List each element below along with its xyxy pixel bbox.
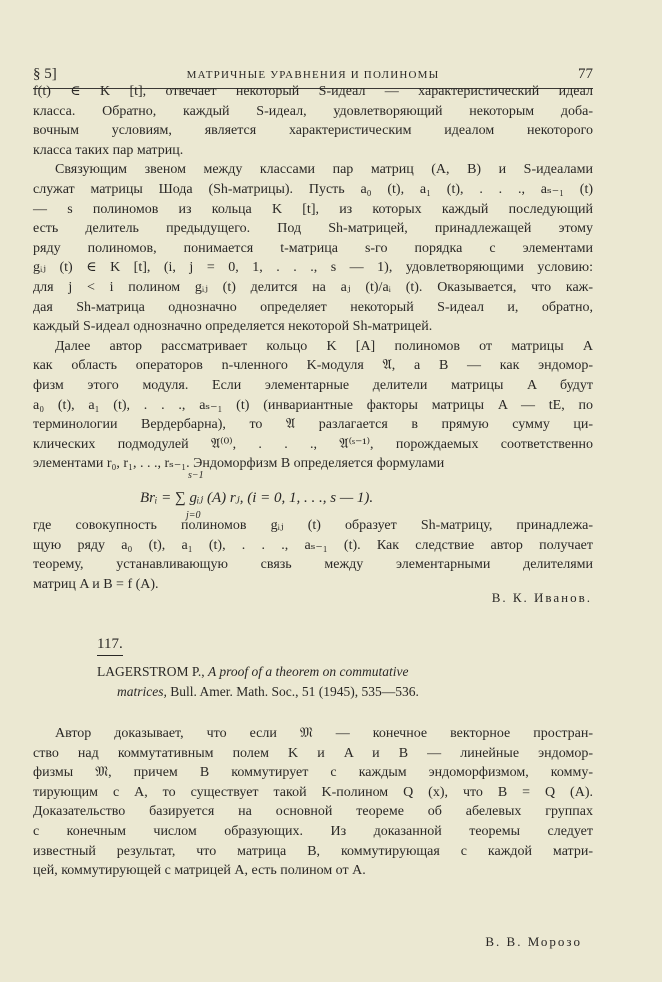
text-line: тирующим с A, то существует такой K-полином Q (x), что B = Q (A). — [33, 784, 593, 800]
text-line: — s полиномов из кольца K [t], из которых каждый последующий — [33, 201, 593, 217]
text-line: вочным условиям, является характеристическим идеалом некоторого — [33, 123, 593, 139]
text-line: Связующим звеном между классами пар матриц (A, B) и S-идеалами — [55, 162, 593, 178]
text-line: как область операторов n-членного K-модуля 𝔄, а B — как эндомор- — [33, 358, 593, 374]
ref-author: LAGERSTROM P., — [97, 664, 205, 679]
text-line: терминологии Вердербарна), то 𝔄 разлагается в прямую сумму ци- — [33, 417, 593, 433]
text-line: ряду полиномов, понимается t-матрица s-го порядка с элементами — [33, 240, 593, 256]
review-1-body — [33, 82, 593, 474]
text-line: цей, коммутирующей с матрицей A, есть полином от A. — [33, 863, 366, 879]
text-line: Доказательство базируется на основной теореме об абелевых группах — [33, 804, 593, 820]
review-1-conclusion — [33, 516, 593, 594]
review-number: 117. — [97, 636, 123, 656]
text-line: с конечным числом образующих. Из доказанной теоремы следует — [33, 823, 593, 839]
text-line: где совокупность полиномов gᵢⱼ (t) образует Sh-матрицу, принадлежа- — [33, 518, 593, 533]
review-2-body — [33, 724, 593, 881]
signature-ivanov: В. К. Иванов. — [491, 590, 592, 605]
text-line: щую ряду a₀ (t), a₁ (t), . . ., aₛ₋₁ (t). Как следствие автор получает — [33, 537, 593, 553]
text-line: теорему, устанавливающую связь между элементарными делителями — [33, 557, 593, 573]
formula-expression: Brᵢ = ∑ gᵢⱼ (A) rⱼ, (i = 0, 1, . . ., s — 1). — [140, 490, 374, 506]
text-line: f(t) ∈ K [t], отвечает некоторый S-идеал — характеристический идеал — [33, 84, 593, 99]
text-line: класса таких пар матриц. — [33, 142, 184, 158]
text-line: Далее автор рассматривает кольцо K [A] полиномов от матрицы A — [55, 338, 593, 354]
text-line: класса. Обратно, каждый S-идеал, удовлетворяющий некоторым доба- — [33, 103, 593, 119]
formula — [0, 470, 662, 520]
text-line: физм этого модуля. Если элементарные делители матрицы A будут — [33, 377, 593, 393]
text-line: дая Sh-матрица однозначно определяет некоторый S-идеал и, обратно, — [33, 299, 593, 315]
text-line: a₀ (t), a₁ (t), . . ., aₛ₋₁ (t) (инвариантные факторы матрицы A — tE, по — [33, 397, 593, 413]
text-line: матриц A и B = f (A). — [33, 576, 159, 592]
signature-morozov: В. В. Морозо — [485, 934, 582, 949]
page-number: 77 — [578, 66, 593, 82]
text-line: служат матрицы Шода (Sh-матрицы). Пусть a₀ (t), a₁ (t), . . ., aₛ₋₁ (t) — [33, 181, 593, 197]
sum-upper-limit: s−1 — [188, 470, 204, 481]
text-line: Автор доказывает, что если 𝔐 — конечное векторное простран- — [55, 726, 593, 741]
ref-source: Bull. Amer. Math. Soc., 51 (1945), 535—536. — [170, 684, 419, 699]
text-line: есть делитель предыдущего. Под Sh-матрицей, принадлежащей этому — [33, 221, 593, 237]
section-number: § 5] — [33, 66, 57, 82]
text-line: ство над коммутативным полем K и A и B — линейные эндомор- — [33, 745, 593, 761]
text-line: gᵢⱼ (t) ∈ K [t], (i, j = 0, 1, . . ., s — 1), удовлетворяющими условию: — [33, 260, 593, 276]
text-line: физмы 𝔐, причем B коммутирует с каждым эндоморфизмом, комму- — [33, 765, 593, 781]
text-line: клических подмодулей 𝔄⁽⁰⁾, . . ., 𝔄⁽ˢ⁻¹⁾, порождаемых соответственно — [33, 436, 593, 452]
ref-title-1: A proof of a theorem on commutative — [208, 664, 409, 679]
text-line: для j < i полином gᵢⱼ (t) делится на aⱼ (t)/aᵢ (t). Оказывается, что каж- — [33, 279, 593, 295]
text-line: элементами r₀, r₁, . . ., rₛ₋₁. Эндоморфизм B определяется формулами — [33, 456, 445, 472]
bibliographic-reference — [97, 662, 419, 702]
sum-lower-limit: j=0 — [186, 510, 201, 521]
text-line: каждый S-идеал однозначно определяется некоторой Sh-матрицей. — [33, 319, 433, 335]
ref-title-2: matrices, — [117, 684, 167, 699]
running-title: МАТРИЧНЫЕ УРАВНЕНИЯ И ПОЛИНОМЫ — [186, 69, 440, 81]
text-line: известный результат, что матрица B, коммутирующая с каждой матри- — [33, 843, 593, 859]
